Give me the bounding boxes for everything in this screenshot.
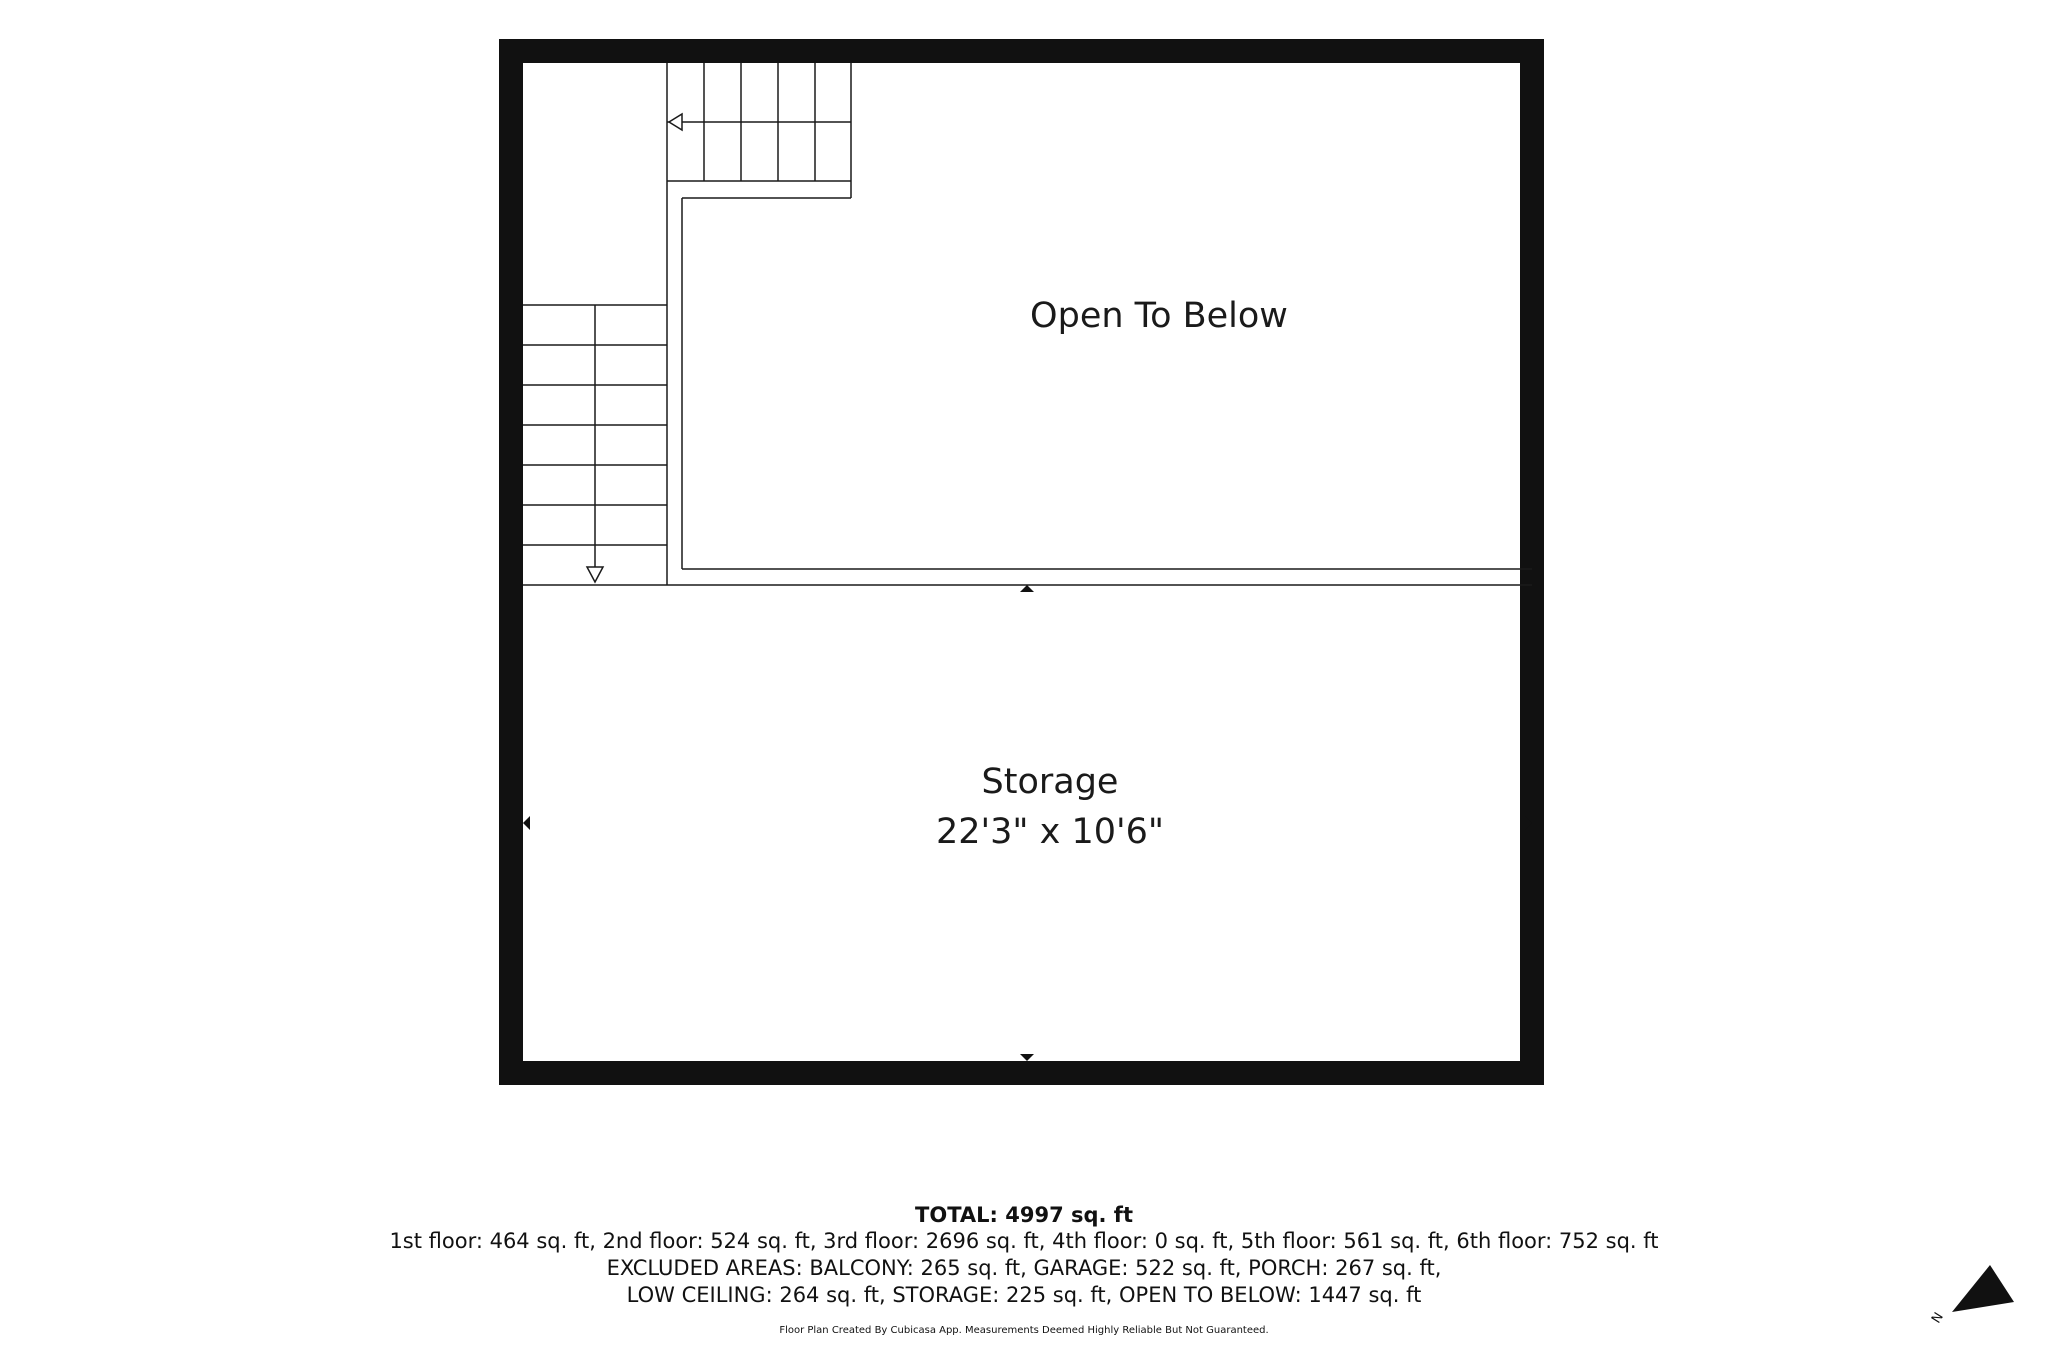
room-label-storage: Storage — [981, 762, 1119, 802]
stair-arrow-left-icon — [669, 114, 682, 130]
compass-label: N — [1929, 1310, 1947, 1327]
dimension-marker-top-icon — [1020, 585, 1034, 592]
room-dimensions-storage: 22'3" x 10'6" — [935, 812, 1165, 852]
excluded-areas-line-2: LOW CEILING: 264 sq. ft, STORAGE: 225 sq. ft, OPEN TO BELOW: 1447 sq. ft — [626, 1283, 1422, 1307]
room-label-open-to-below: Open To Below — [1030, 296, 1288, 336]
left-staircase — [523, 305, 667, 575]
dimension-marker-bottom-icon — [1020, 1054, 1034, 1061]
upper-staircase — [667, 63, 851, 198]
landing-wall — [667, 181, 1532, 585]
total-area: TOTAL: 4997 sq. ft — [915, 1203, 1133, 1227]
excluded-areas-line-1: EXCLUDED AREAS: BALCONY: 265 sq. ft, GARAGE: 522 sq. ft, PORCH: 267 sq. ft, — [606, 1256, 1442, 1280]
floor-areas: 1st floor: 464 sq. ft, 2nd floor: 524 sq. ft, 3rd floor: 2696 sq. ft, 4th floor: 0 sq. ft, 5th floor: 561 sq. ft, 6th floor: 752 sq. ft — [389, 1229, 1659, 1253]
dimension-marker-left-icon — [523, 816, 530, 830]
exterior-walls — [511, 51, 1532, 1073]
credit-note: Floor Plan Created By Cubicasa App. Measurements Deemed Highly Reliable But Not Guaranteed. — [779, 1325, 1269, 1336]
stair-arrow-down-icon — [587, 567, 603, 582]
